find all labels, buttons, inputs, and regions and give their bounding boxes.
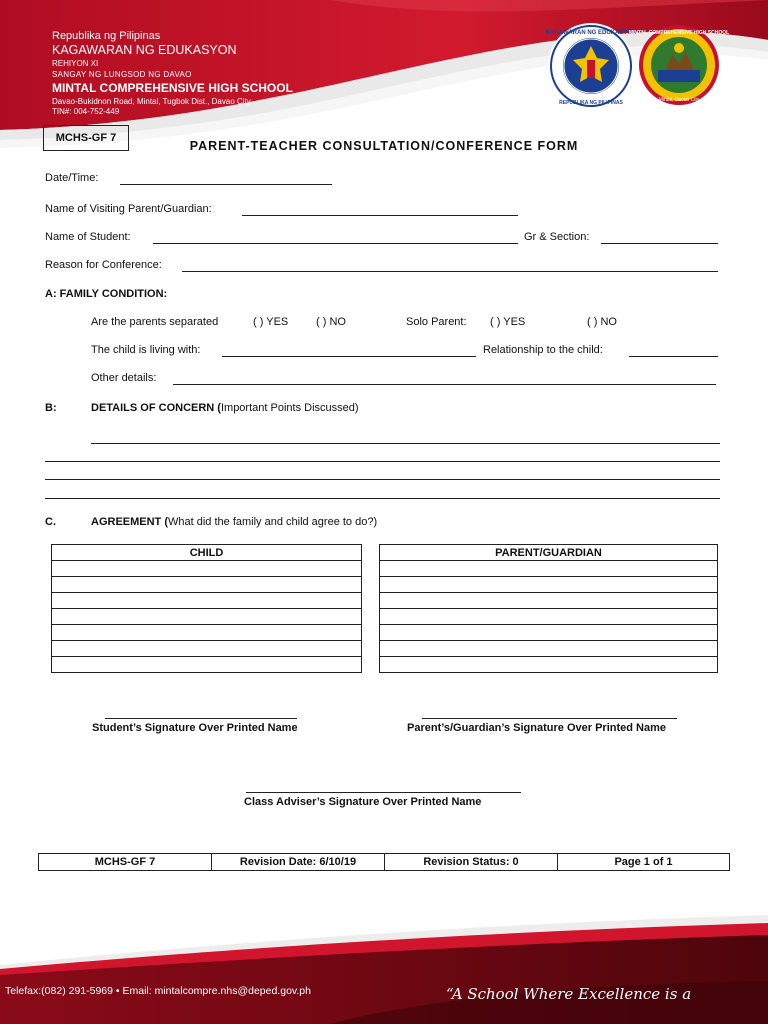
visiting-parent-field[interactable] xyxy=(242,215,518,216)
concern-line-1[interactable] xyxy=(91,443,720,444)
section-b-letter: B: xyxy=(45,402,57,414)
parent-agreement-row[interactable] xyxy=(380,625,718,641)
concern-line-4[interactable] xyxy=(45,498,720,499)
header-division: SANGAY NG LUNGSOD NG DAVAO xyxy=(52,70,192,79)
parent-agreement-row[interactable] xyxy=(380,641,718,657)
deped-seal-logo xyxy=(547,22,635,110)
relationship-label: Relationship to the child: xyxy=(483,344,603,356)
parent-agreement-row[interactable] xyxy=(380,577,718,593)
parent-column-header: PARENT/GUARDIAN xyxy=(380,545,718,561)
adviser-signature-label: Class Adviser’s Signature Over Printed Name xyxy=(244,796,482,808)
separated-yes-option[interactable]: ( ) YES xyxy=(253,316,289,328)
student-name-label: Name of Student: xyxy=(45,231,131,243)
parent-agreement-row[interactable] xyxy=(380,609,718,625)
header-department: KAGAWARAN NG EDUKASYON xyxy=(52,43,237,57)
parent-signature-label: Parent’s/Guardian’s Signature Over Printed Name xyxy=(407,722,666,734)
child-agreement-row[interactable] xyxy=(52,577,362,593)
school-seal-text-bottom: Mintal, Davao City xyxy=(658,97,700,103)
child-agreement-row[interactable] xyxy=(52,625,362,641)
other-details-field[interactable] xyxy=(173,384,716,385)
section-b-title: DETAILS OF CONCERN ( xyxy=(91,402,221,414)
living-with-label: The child is living with: xyxy=(91,344,201,356)
date-time-label: Date/Time: xyxy=(45,172,99,184)
child-column-header: CHILD xyxy=(52,545,362,561)
separated-question: Are the parents separated xyxy=(91,316,219,328)
parent-signature-line[interactable] xyxy=(422,718,677,719)
student-name-field[interactable] xyxy=(153,243,518,244)
relationship-field[interactable] xyxy=(629,356,718,357)
section-b-heading xyxy=(91,402,359,414)
solo-parent-yes-option[interactable]: ( ) YES xyxy=(490,316,526,328)
footer-banner xyxy=(0,905,768,1024)
reason-label: Reason for Conference: xyxy=(45,259,162,271)
section-c-heading xyxy=(91,516,377,528)
revision-form-code: MCHS-GF 7 xyxy=(39,854,212,871)
grade-section-label: Gr & Section: xyxy=(524,231,590,243)
child-agreement-row[interactable] xyxy=(52,641,362,657)
visiting-parent-label: Name of Visiting Parent/Guardian: xyxy=(45,203,212,215)
section-a-heading: A: FAMILY CONDITION: xyxy=(45,288,168,300)
parent-agreement-row[interactable] xyxy=(380,657,718,673)
revision-date: Revision Date: 6/10/19 xyxy=(212,854,385,871)
section-c-letter: C. xyxy=(45,516,56,528)
student-signature-line[interactable] xyxy=(105,718,297,719)
header-republic: Republika ng Pilipinas xyxy=(52,30,161,42)
parent-agreement-table xyxy=(379,544,718,673)
section-c-note: What did the family and child agree to do?) xyxy=(168,516,378,528)
deped-seal-text-top: KAGAWARAN NG EDUKASYON xyxy=(545,30,637,36)
revision-table xyxy=(38,853,730,871)
solo-parent-no-option[interactable]: ( ) NO xyxy=(587,316,617,328)
form-title: PARENT-TEACHER CONSULTATION/CONFERENCE FORM xyxy=(189,139,579,153)
child-agreement-row[interactable] xyxy=(52,657,362,673)
reason-field[interactable] xyxy=(182,271,718,272)
separated-no-option[interactable]: ( ) NO xyxy=(316,316,346,328)
child-agreement-row[interactable] xyxy=(52,593,362,609)
solo-parent-question: Solo Parent: xyxy=(406,316,467,328)
school-seal-text-top: MINTAL COMPREHENSIVE HIGH SCHOOL xyxy=(628,30,730,36)
header-school: MINTAL COMPREHENSIVE HIGH SCHOOL xyxy=(52,81,293,95)
header-address: Davao-Bukidnon Road, Mintal, Tugbok Dist., Davao City xyxy=(52,97,251,106)
section-c-title: AGREEMENT ( xyxy=(91,516,168,528)
other-details-label: Other details: xyxy=(91,372,157,384)
footer-motto: “A School Where Excellence is a xyxy=(446,985,692,1003)
student-signature-label: Student’s Signature Over Printed Name xyxy=(92,722,298,734)
header-tin: TIN#: 004-752-449 xyxy=(52,107,120,116)
section-b-note: Important Points Discussed) xyxy=(220,402,359,414)
revision-status: Revision Status: 0 xyxy=(385,854,558,871)
adviser-signature-line[interactable] xyxy=(246,792,521,793)
parent-agreement-row[interactable] xyxy=(380,561,718,577)
concern-line-3[interactable] xyxy=(45,479,720,480)
date-time-field[interactable] xyxy=(120,184,332,185)
school-seal-logo xyxy=(628,24,730,106)
page-number: Page 1 of 1 xyxy=(558,854,730,871)
child-agreement-table xyxy=(51,544,362,673)
deped-seal-text-bottom: REPUBLIKA NG PILIPINAS xyxy=(559,100,623,106)
child-agreement-row[interactable] xyxy=(52,561,362,577)
child-agreement-row[interactable] xyxy=(52,609,362,625)
concern-line-2[interactable] xyxy=(45,461,720,462)
living-with-field[interactable] xyxy=(222,356,476,357)
footer-contact: Telefax:(082) 291-5969 • Email: mintalcompre.nhs@deped.gov.ph xyxy=(5,985,311,997)
grade-section-field[interactable] xyxy=(601,243,718,244)
parent-agreement-row[interactable] xyxy=(380,593,718,609)
header-region: REHIYON XI xyxy=(52,59,99,68)
form-code-box: MCHS-GF 7 xyxy=(43,125,129,151)
